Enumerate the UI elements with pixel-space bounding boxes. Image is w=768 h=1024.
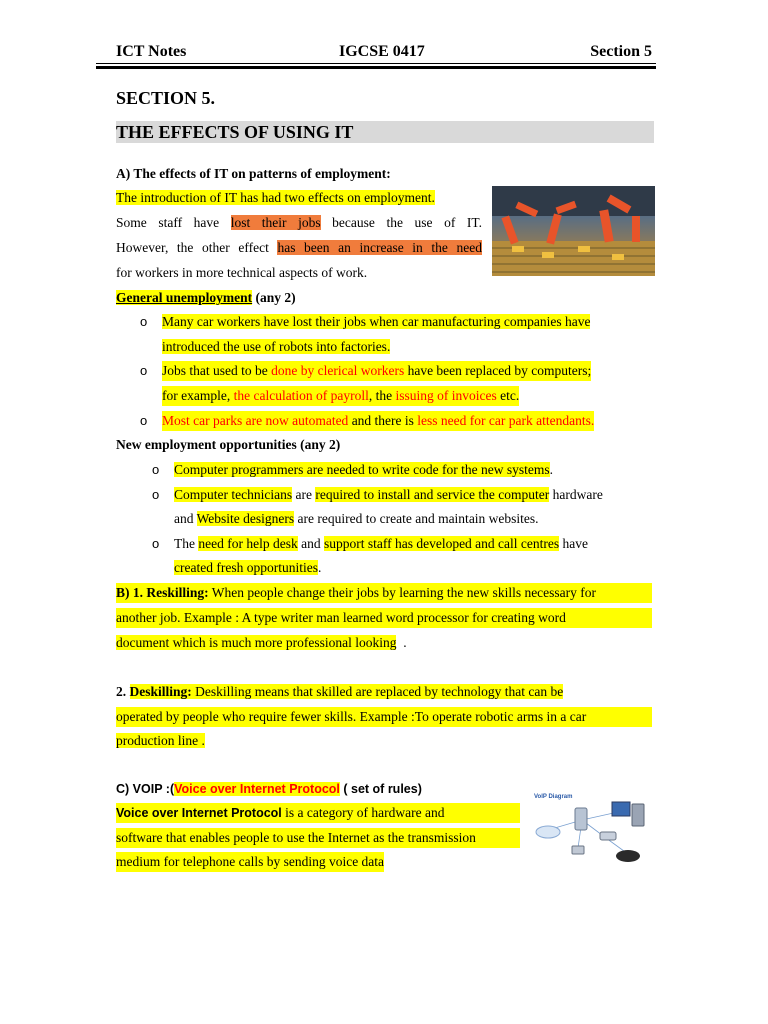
para-a-line1: The introduction of IT has had two effects on employment. — [116, 190, 435, 205]
header-left: ICT Notes — [116, 43, 187, 60]
voip-heading: C) VOIP :(Voice over Internet Protocol ( set of rules) — [116, 782, 422, 796]
bullet-marker: o — [140, 413, 148, 428]
para-a-line2: Some staff have lost their jobs because the use of IT. — [116, 215, 483, 230]
reskilling-line3: document which is much more professional looking . — [116, 635, 407, 650]
new-employment-heading: New employment opportunities (any 2) — [116, 437, 341, 452]
bullet-marker: o — [152, 536, 160, 551]
gen-bullet2-line2: for example, the calculation of payroll, the issuing of invoices etc. — [162, 386, 519, 406]
highlight-increase-need: has been an increase in the need — [277, 240, 482, 255]
deskilling-line3: production line . — [116, 733, 205, 748]
highlight-lost-jobs: lost their jobs — [230, 215, 321, 230]
robot-factory-image — [492, 186, 655, 276]
voip-line2: software that enables people to use the Internet as the transmission — [116, 828, 520, 848]
gen-bullet1-line1: Many car workers have lost their jobs when car manufacturing companies have — [162, 314, 591, 329]
voip-diagram-title: VoIP Diagram — [534, 794, 573, 800]
new-bullet2-line2: and Website designers are required to create and maintain websites. — [174, 511, 539, 526]
header-center: IGCSE 0417 — [339, 43, 425, 60]
bullet-marker: o — [140, 314, 148, 329]
reskilling-line2: another job. Example : A type writer man learned word processor for creating word — [116, 608, 652, 628]
new-bullet3-line2: created fresh opportunities. — [174, 560, 322, 575]
deskilling-line1: 2. Deskilling: Deskilling means that skilled are replaced by technology that can be — [116, 684, 564, 699]
general-unemployment-heading: General unemployment (any 2) — [116, 290, 296, 305]
gen-bullet1-line2: introduced the use of robots into factories. — [162, 339, 391, 354]
gen-bullet2-line1: Jobs that used to be done by clerical workers have been replaced by computers; — [162, 361, 591, 381]
section-title: THE EFFECTS OF USING IT — [116, 121, 654, 143]
para-a-line3: However, the other effect has been an increase in the need — [116, 240, 482, 255]
bullet-marker: o — [152, 462, 160, 477]
header-right: Section 5 — [590, 43, 652, 60]
network-devices-icon — [528, 790, 656, 872]
robot-arms-icon — [492, 186, 655, 276]
new-bullet1: Computer programmers are needed to write code for the new systems. — [174, 462, 554, 477]
gen-bullet3: Most car parks are now automated and there is less need for car park attendants. — [162, 411, 594, 431]
new-bullet3-line1: The need for help desk and support staff has developed and call centres have — [174, 536, 588, 551]
page-header — [116, 43, 652, 63]
voip-line1: Voice over Internet Protocol is a category of hardware and — [116, 803, 520, 823]
reskilling-line1: B) 1. Reskilling: When people change their jobs by learning the new skills necessary for — [116, 583, 652, 603]
voip-diagram — [528, 790, 656, 872]
voip-line3: medium for telephone calls by sending voice data — [116, 852, 384, 872]
header-rule-thick — [96, 66, 656, 69]
deskilling-line2: operated by people who require fewer skills. Example :To operate robotic arms in a car — [116, 707, 652, 727]
header-rule-thin — [96, 63, 656, 64]
bullet-marker: o — [140, 363, 148, 378]
section-label: SECTION 5. — [116, 88, 216, 108]
para-a-line4: for workers in more technical aspects of work. — [116, 265, 368, 280]
bullet-marker: o — [152, 487, 160, 502]
new-bullet2-line1: Computer technicians are required to install and service the computer hardware — [174, 487, 603, 502]
section-a-heading: A) The effects of IT on patterns of employment: — [116, 166, 391, 181]
